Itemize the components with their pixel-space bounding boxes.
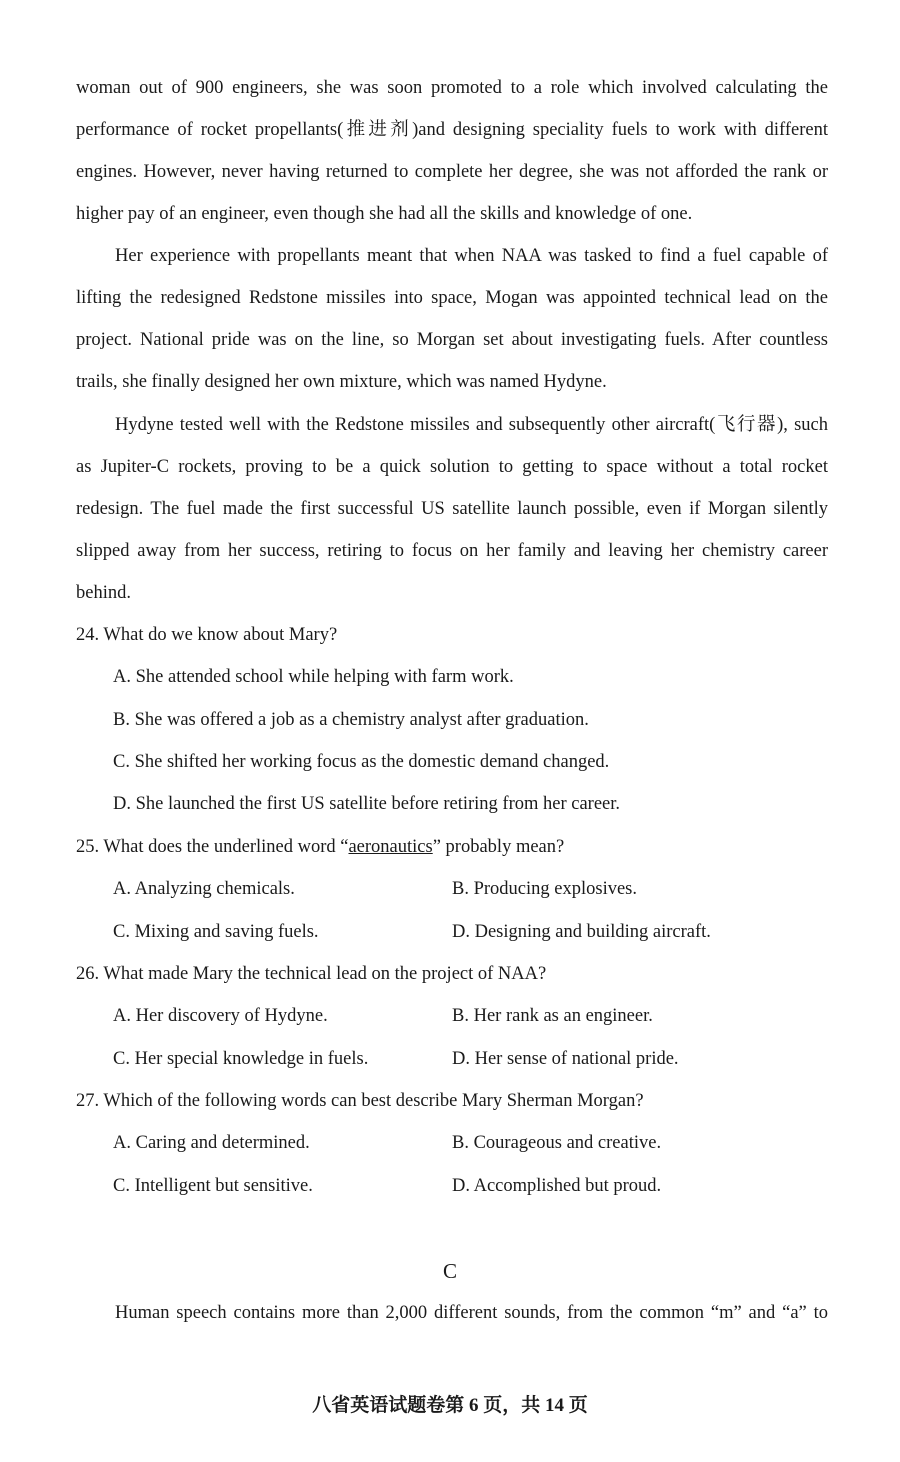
question-26-stem: 26. What made Mary the technical lead on the project of NAA? <box>76 964 547 984</box>
question-27-stem: 27. Which of the following words can best describe Mary Sherman Morgan? <box>76 1091 644 1111</box>
question-25-option-a[interactable]: A. Analyzing chemicals. <box>113 879 295 899</box>
question-25-stem-post: ” probably mean? <box>432 837 565 857</box>
passage-line: Hydyne tested well with the Redstone missiles and subsequently other aircraft(飞行器), such <box>115 415 828 435</box>
question-25-option-b[interactable]: B. Producing explosives. <box>452 879 637 899</box>
question-27-option-b[interactable]: B. Courageous and creative. <box>452 1133 662 1153</box>
passage-line: project. National pride was on the line, so Morgan set about investigating fuels. After countless <box>76 330 828 350</box>
passage-line: redesign. The fuel made the first successful US satellite launch possible, even if Morgan silently <box>76 499 828 519</box>
passage-line: as Jupiter-C rockets, proving to be a quick solution to getting to space without a total rocket <box>76 457 828 477</box>
question-26-option-c[interactable]: C. Her special knowledge in fuels. <box>113 1049 369 1069</box>
section-heading: C <box>442 1259 457 1283</box>
question-26-option-a[interactable]: A. Her discovery of Hydyne. <box>113 1006 328 1026</box>
question-24-stem: 24. What do we know about Mary? <box>76 625 338 645</box>
question-25-stem <box>76 835 828 859</box>
passage-line: Her experience with propellants meant that when NAA was tasked to find a fuel capable of <box>115 246 828 266</box>
question-27-option-d[interactable]: D. Accomplished but proud. <box>452 1176 662 1196</box>
question-24-option-b[interactable]: B. She was offered a job as a chemistry analyst after graduation. <box>113 710 589 730</box>
passage-line: higher pay of an engineer, even though she had all the skills and knowledge of one. <box>76 204 693 224</box>
underlined-word: aeronautics <box>348 837 433 857</box>
passage-line: trails, she finally designed her own mixture, which was named Hydyne. <box>76 372 607 392</box>
passage-line: performance of rocket propellants(推进剂)and designing speciality fuels to work with different <box>76 120 828 140</box>
passage-line: lifting the redesigned Redstone missiles into space, Mogan was appointed technical lead on the <box>76 288 828 308</box>
passage-line: woman out of 900 engineers, she was soon promoted to a role which involved calculating the <box>76 78 828 98</box>
question-26-option-b[interactable]: B. Her rank as an engineer. <box>452 1006 653 1026</box>
question-24-option-c[interactable]: C. She shifted her working focus as the domestic demand changed. <box>113 752 610 772</box>
question-24-option-d[interactable]: D. She launched the first US satellite before retiring from her career. <box>113 794 621 814</box>
question-25-option-c[interactable]: C. Mixing and saving fuels. <box>113 922 319 942</box>
passage-line: Human speech contains more than 2,000 different sounds, from the common “m” and “a” to <box>115 1303 828 1323</box>
page-footer: 八省英语试题卷第 6 页，共 14 页 <box>312 1395 588 1416</box>
question-25-option-d[interactable]: D. Designing and building aircraft. <box>452 922 711 942</box>
question-27-option-c[interactable]: C. Intelligent but sensitive. <box>113 1176 313 1196</box>
passage-line: slipped away from her success, retiring to focus on her family and leaving her chemistry career <box>76 541 828 561</box>
question-26-option-d[interactable]: D. Her sense of national pride. <box>452 1049 679 1069</box>
question-25-stem-pre: 25. What does the underlined word “ <box>76 837 349 857</box>
question-24-option-a[interactable]: A. She attended school while helping with farm work. <box>113 667 514 687</box>
question-27-option-a[interactable]: A. Caring and determined. <box>113 1133 310 1153</box>
passage-line: behind. <box>76 583 131 603</box>
passage-line: engines. However, never having returned to complete her degree, she was not afforded the rank or <box>76 162 828 182</box>
